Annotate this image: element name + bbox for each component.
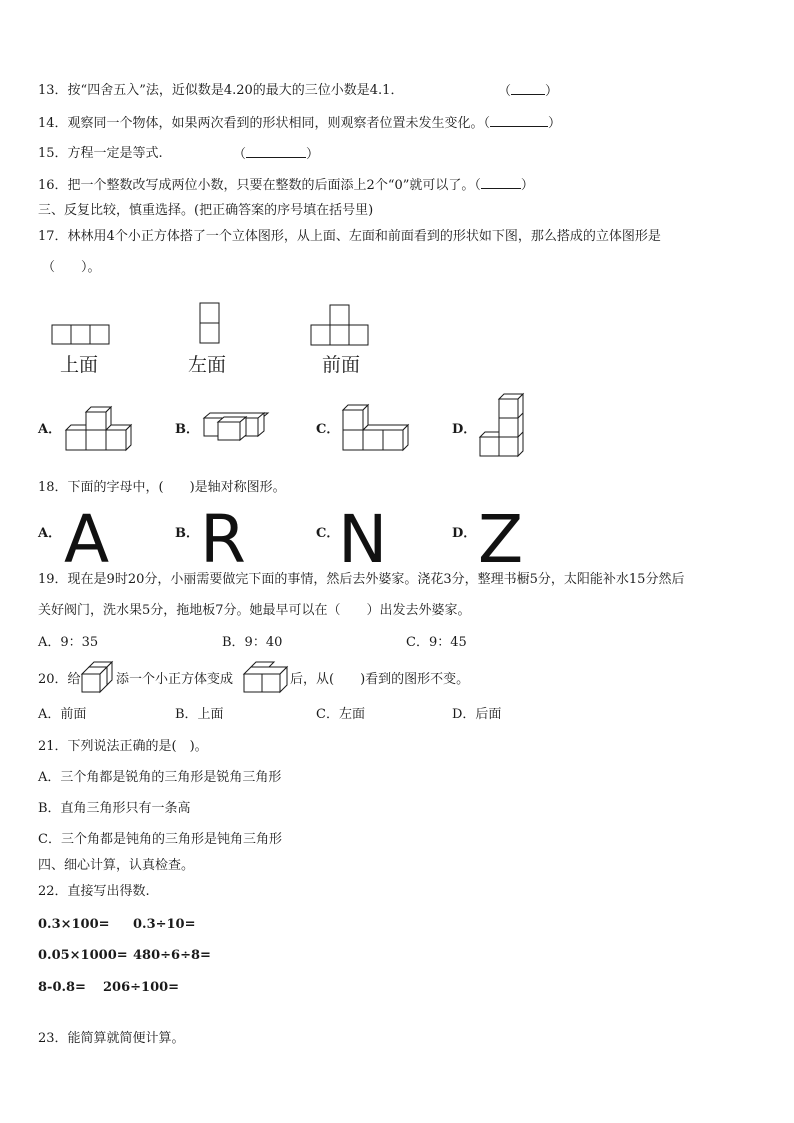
question-13-text: 13．按“四舍五入”法，近似数是4.20的最大的三位小数是4.1． xyxy=(38,83,404,98)
q19-option-b[interactable]: B．9：40 xyxy=(222,635,283,650)
q17-option-a-figure xyxy=(65,408,135,453)
three-cube-figure xyxy=(243,662,289,696)
question-22: 22．直接写出得数. xyxy=(38,884,150,899)
q20-option-c[interactable]: C．左面 xyxy=(316,707,365,722)
left-view-label: 左面 xyxy=(188,354,227,376)
answer-blank[interactable] xyxy=(481,176,521,189)
letter-z-glyph: Z xyxy=(478,501,524,578)
q21-option-b[interactable]: B．直角三角形只有一条高 xyxy=(38,801,191,816)
q20-option-d[interactable]: D．后面 xyxy=(452,707,502,722)
q17-option-a-label[interactable]: A． xyxy=(38,422,62,437)
letter-r-glyph: R xyxy=(200,501,246,578)
q19-option-a[interactable]: A．9：35 xyxy=(38,635,99,650)
front-view-figure xyxy=(311,305,373,347)
top-view-figure xyxy=(52,325,112,345)
calc-item: 480÷6÷8= xyxy=(133,948,211,963)
question-17-line2: （ ）。 xyxy=(42,260,101,275)
q19-option-c[interactable]: C．9：45 xyxy=(406,635,467,650)
q17-option-d-label[interactable]: D． xyxy=(452,422,477,437)
question-20-part1: 20．给 xyxy=(38,672,81,687)
question-18: 18．下面的字母中，( )是轴对称图形。 xyxy=(38,480,286,495)
question-15 xyxy=(38,145,163,163)
question-23: 23．能简算就简便计算。 xyxy=(38,1031,185,1046)
answer-blank[interactable] xyxy=(490,114,548,127)
section-3-title: 三、反复比较，慎重选择。(把正确答案的序号填在括号里) xyxy=(38,203,374,218)
question-16-text: 16．把一个整数改写成两位小数，只要在整数的后面添上2个“0”就可以了。（ xyxy=(38,178,481,193)
q21-option-c[interactable]: C．三个角都是钝角的三角形是钝角三角形 xyxy=(38,832,282,847)
q18-option-b-label[interactable]: B． xyxy=(175,526,199,541)
q18-option-d-label[interactable]: D． xyxy=(452,526,477,541)
front-view-label: 前面 xyxy=(322,354,361,376)
answer-blank[interactable] xyxy=(511,82,545,95)
question-20-part3: 后，从( )看到的图形不变。 xyxy=(290,672,470,687)
calc-item: 0.3÷10= xyxy=(133,917,196,932)
q20-option-a[interactable]: A．前面 xyxy=(38,707,87,722)
calc-item: 206÷100= xyxy=(103,980,180,995)
question-15-text: 15．方程一定是等式. xyxy=(38,146,163,161)
letter-a-glyph: A xyxy=(64,501,110,578)
q20-option-b[interactable]: B．上面 xyxy=(175,707,224,722)
q17-option-c-figure xyxy=(342,406,412,454)
left-view-figure xyxy=(200,303,222,345)
section-4-title: 四、细心计算，认真检查。 xyxy=(38,858,195,873)
question-13 xyxy=(38,82,403,100)
question-14-text: 14．观察同一个物体，如果两次看到的形状相同，则观察者位置未发生变化。（ xyxy=(38,116,491,131)
calc-item: 8-0.8= xyxy=(38,980,86,995)
q21-option-a[interactable]: A．三个角都是锐角的三角形是锐角三角形 xyxy=(38,770,282,785)
question-13-answer[interactable]: （ ） xyxy=(498,84,559,99)
q17-option-c-label[interactable]: C． xyxy=(316,422,340,437)
q17-option-d-figure xyxy=(480,395,530,461)
question-14: 14．观察同一个物体，如果两次看到的形状相同，则观察者位置未发生变化。（ ） xyxy=(38,116,562,131)
question-19-line2: 关好阀门，洗水果5分，拖地板7分。她最早可以在（ ）出发去外婆家。 xyxy=(38,603,471,618)
q18-option-c-label[interactable]: C． xyxy=(316,526,340,541)
question-21: 21．下列说法正确的是( )。 xyxy=(38,739,208,754)
q17-option-b-figure xyxy=(204,412,274,442)
answer-blank[interactable] xyxy=(246,145,306,158)
calc-item: 0.3×100= xyxy=(38,917,110,932)
question-16: 16．把一个整数改写成两位小数，只要在整数的后面添上2个“0”就可以了。（ ） xyxy=(38,178,534,193)
question-20-part2: 添一个小正方体变成 xyxy=(116,672,234,687)
q18-option-a-label[interactable]: A． xyxy=(38,526,62,541)
question-15-answer[interactable]: （ ） xyxy=(233,147,320,162)
top-view-label: 上面 xyxy=(60,354,99,376)
question-17-line1: 17．林林用4个小正方体搭了一个立体图形，从上面、左面和前面看到的形状如下图，那么搭成的立体图形是 xyxy=(38,229,661,244)
two-cube-figure xyxy=(81,662,115,696)
question-19-line1: 19．现在是9时20分，小丽需要做完下面的事情，然后去外婆家。浇花3分，整理书橱5分，太阳能补水15分然后 xyxy=(38,572,685,587)
q17-option-b-label[interactable]: B． xyxy=(175,422,199,437)
calc-item: 0.05×1000= xyxy=(38,948,128,963)
letter-n-glyph: N xyxy=(338,501,388,578)
